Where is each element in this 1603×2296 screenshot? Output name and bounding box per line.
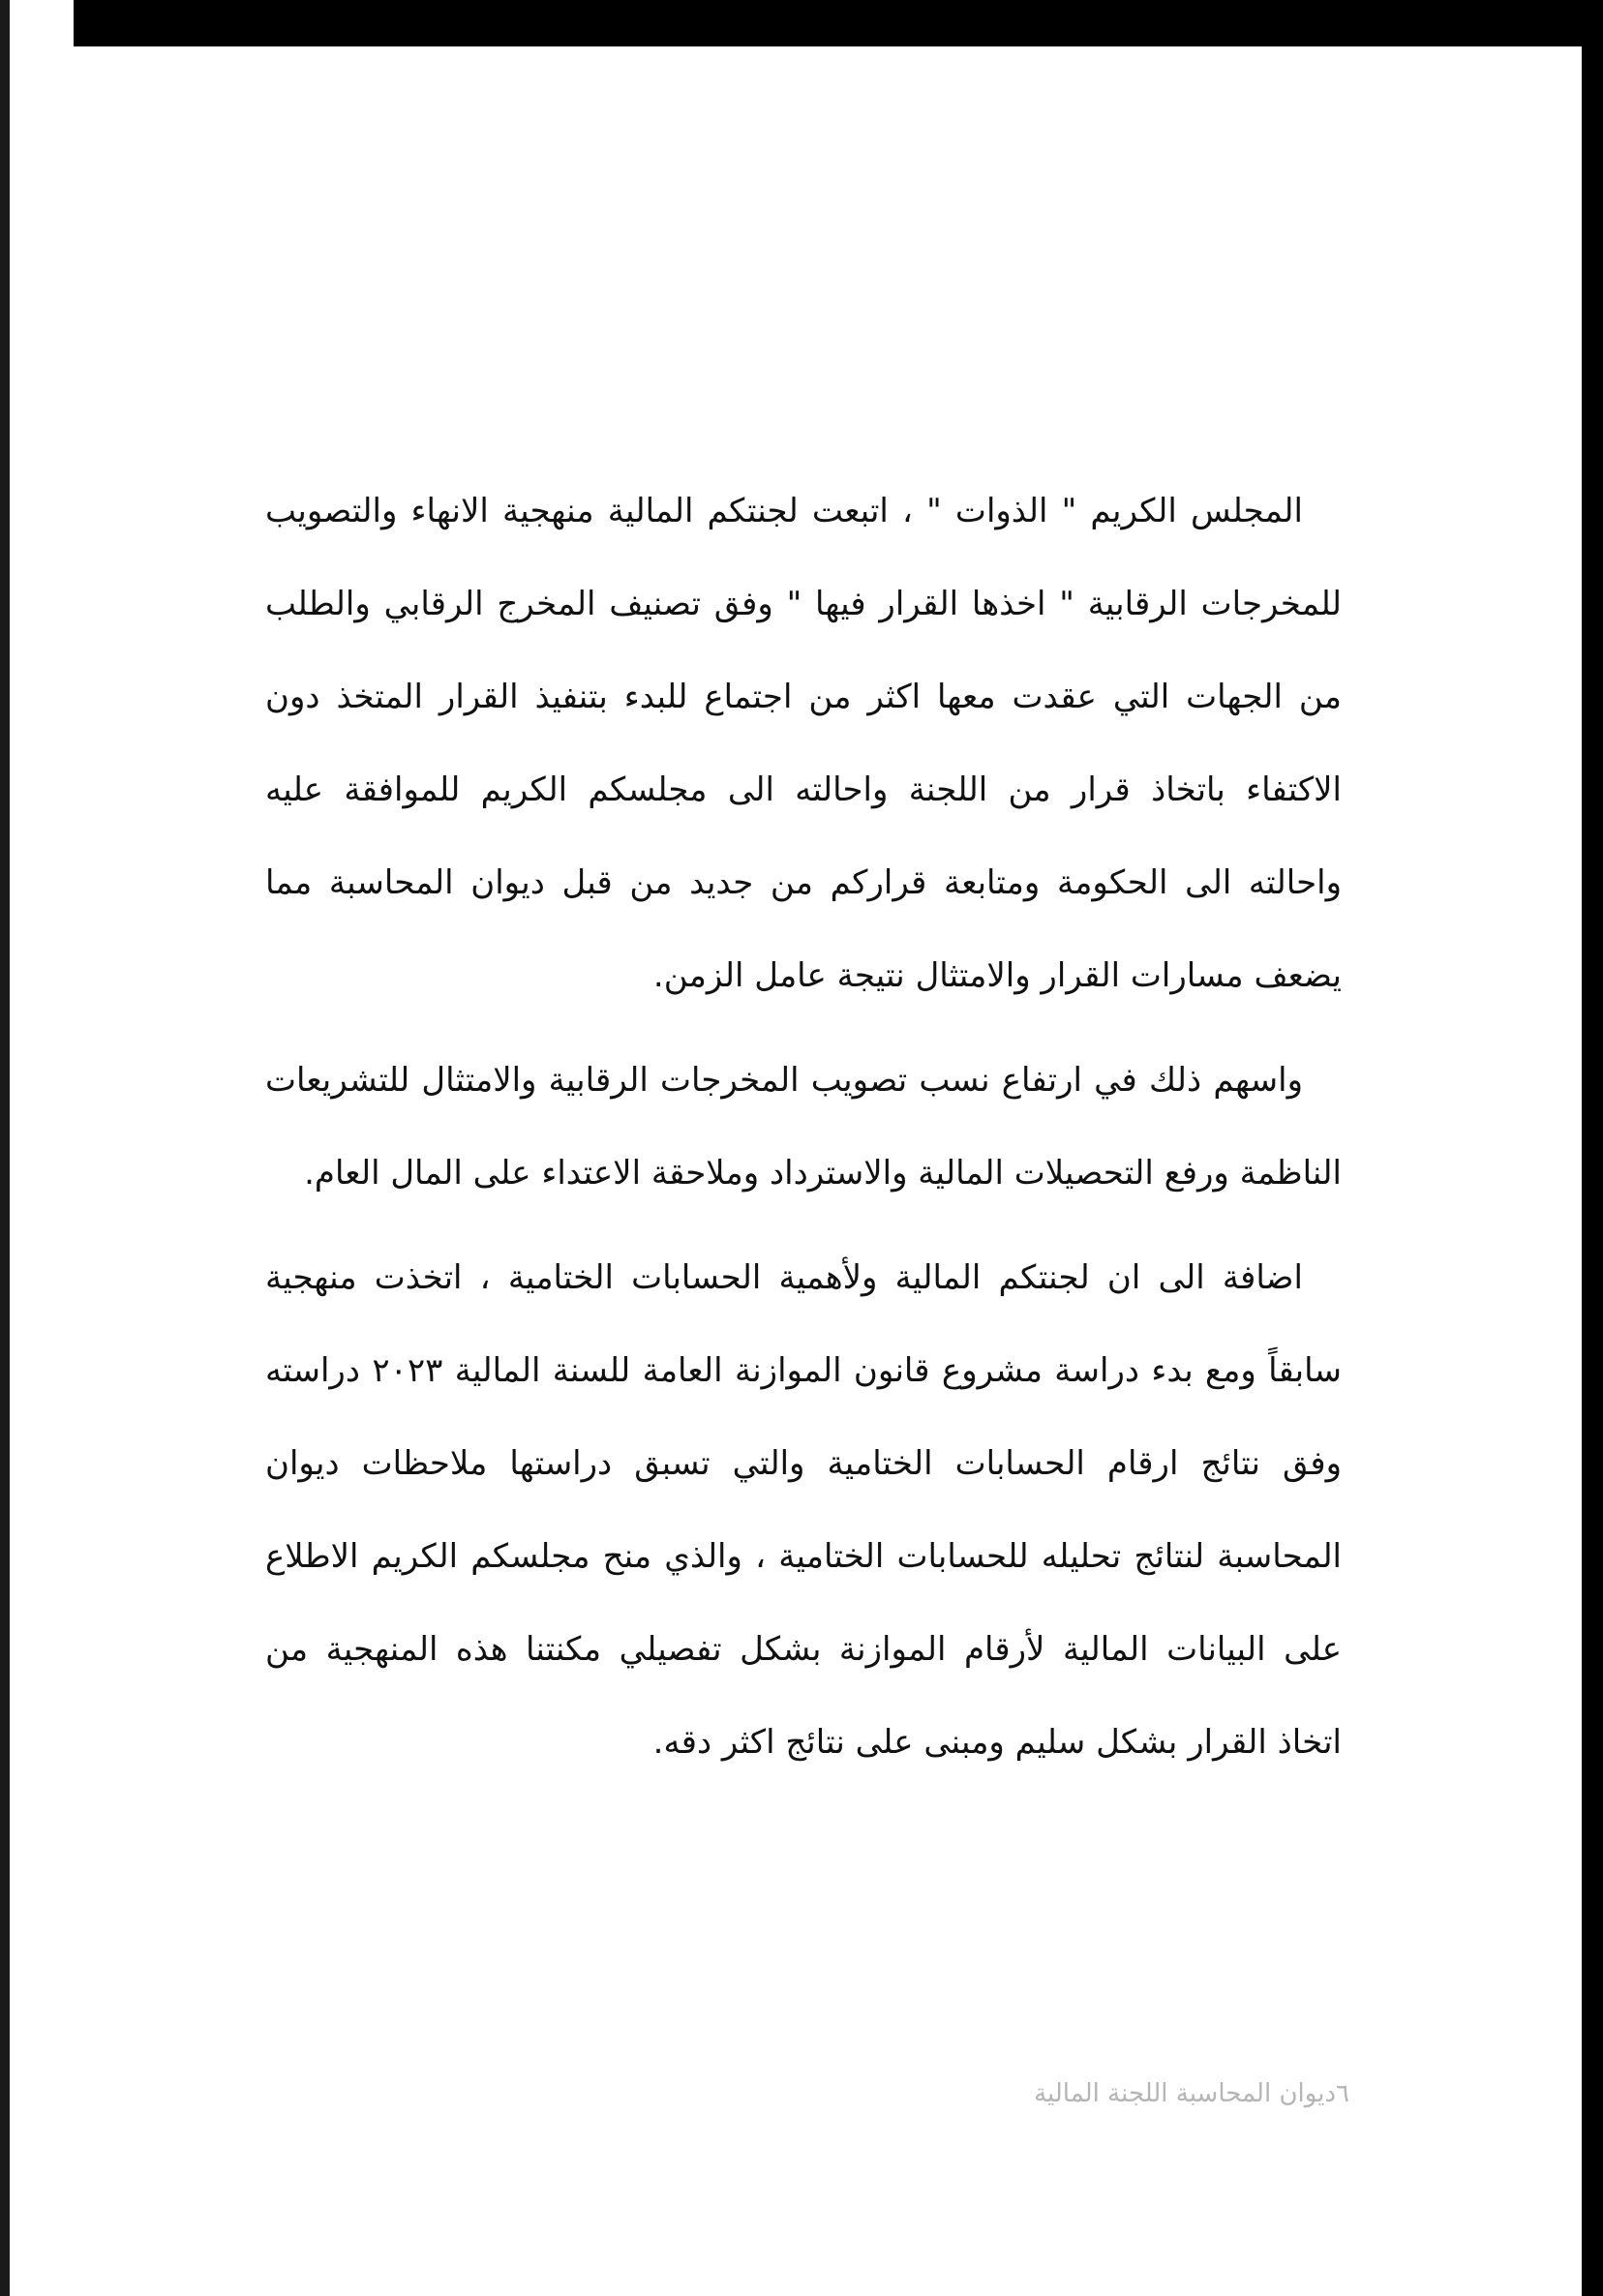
scan-border-top bbox=[74, 0, 1603, 46]
paragraph-2: واسهم ذلك في ارتفاع نسب تصويب المخرجات الرقابية والامتثال للتشريعات الناظمة ورفع التحصيلات المالية والاسترداد وملاحقة الاعتداء على المال العام. bbox=[265, 1061, 1342, 1193]
scan-border-right bbox=[1582, 0, 1603, 2296]
paragraph-3: اضافة الى ان لجنتكم المالية ولأهمية الحسابات الختامية ، اتخذت منهجية سابقاً ومع بدء دراسة مشروع قانون الموازنة العامة للسنة المالية ٢٠٢٣ دراسته وفق نتائج ارقام الحسابات الختامية والتي تسبق دراستها ملاحظات ديوان المحاسبة لنتائج تحليله للحسابات الختامية ، والذي منح مجلسكم الكريم الاطلاع على البيانات المالية لأرقام الموازنة بشكل تفصيلي مكنتنا هذه المنهجية من اتخاذ القرار بشكل سليم ومبنى على نتائج اكثر دقه. bbox=[265, 1258, 1342, 1762]
document-body bbox=[265, 465, 1342, 1789]
page-footer: ٦ديوان المحاسبة اللجنة المالية bbox=[1034, 2079, 1349, 2108]
paragraph-1: المجلس الكريم " الذوات " ، اتبعت لجنتكم المالية منهجية الانهاء والتصويب للمخرجات الرقابية " اخذها القرار فيها " وفق تصنيف المخرج الرقابي والطلب من الجهات التي عقدت معها اكثر من اجتماع للبدء بتنفيذ القرار المتخذ دون الاكتفاء باتخاذ قرار من اللجنة واحالته الى مجلسكم الكريم للموافقة عليه واحالته الى الحكومة ومتابعة قراركم من جديد من قبل ديوان المحاسبة مما يضعف مسارات القرار والامتثال نتيجة عامل الزمن. bbox=[265, 492, 1342, 995]
scan-border-left bbox=[0, 0, 10, 2296]
